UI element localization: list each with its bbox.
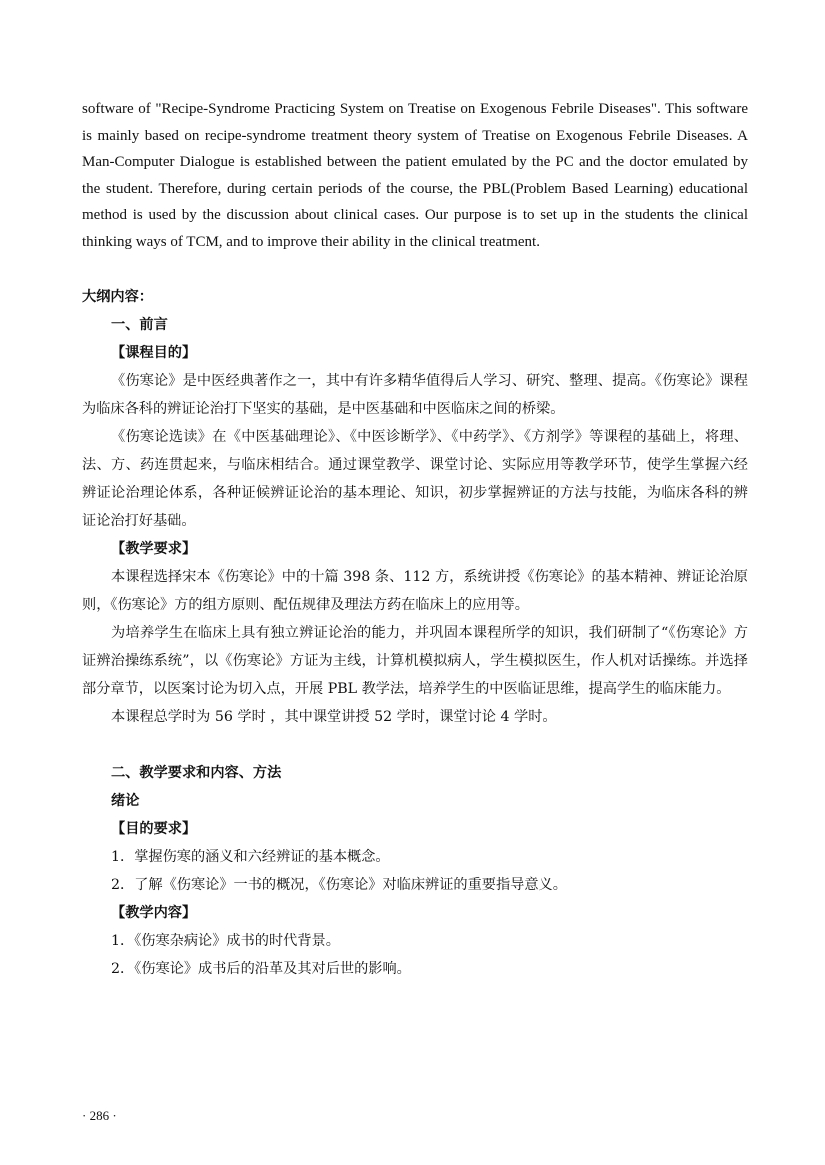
requirements-paragraph-3: 本课程总学时为 56 学时 ，其中课堂讲授 52 学时，课堂讨论 4 学时。	[111, 708, 557, 725]
section2-title: 二、教学要求和内容、方法	[111, 764, 282, 781]
content-item-1: 1．《伤寒杂病论》成书的时代背景。	[111, 932, 340, 949]
outline-title: 大纲内容：	[82, 288, 153, 305]
requirements-paragraph-2: 为培养学生在临床上具有独立辨证论治的能力，并巩固本课程所学的知识，我们研制了“《伤寒论》方证辨治操练系统”，以《伤寒论》方证为主线，计算机模拟病人，学生模拟医生，作人机对话操练。并选择部分章节，以医案讨论为切入点，开展 PBL 教学法，培养学生的中医临证思维，提高学生的临床能力。	[82, 624, 748, 697]
content-heading: 【教学内容】	[111, 904, 197, 921]
english-abstract: software of "Recipe-Syndrome Practicing System on Treatise on Exogenous Febrile Diseases". This software is mainly based on recipe-syndrome treatment theory system of Treatise on Exogenous Febrile Diseases. A Man-Computer Dialogue is established between the patient emulated by the PC and the doctor emulated by the student. Therefore, during certain periods of the course, the PBL(Problem Based Learning) educational method is used by the discussion about clinical cases. Our purpose is to set up in the students the clinical thinking ways of TCM, and to improve their ability in the clinical treatment.	[82, 101, 748, 250]
page-body	[82, 96, 748, 983]
section1-title: 一、前言	[111, 316, 168, 333]
goals-heading: 【目的要求】	[111, 820, 197, 837]
purpose-heading: 【课程目的】	[111, 344, 197, 361]
goal-item-1: 1．掌握伤寒的涵义和六经辨证的基本概念。	[111, 848, 390, 865]
requirements-heading: 【教学要求】	[111, 540, 197, 557]
requirements-paragraph-1: 本课程选择宋本《伤寒论》中的十篇 398 条、112 方，系统讲授《伤寒论》的基本精神、辨证论治原则，《伤寒论》方的组方原则、配伍规律及理法方药在临床上的应用等。	[82, 568, 748, 613]
purpose-paragraph-1: 《伤寒论》是中医经典著作之一，其中有许多精华值得后人学习、研究、整理、提高。《伤寒论》课程为临床各科的辨证论治打下坚实的基础，是中医基础和中医临床之间的桥梁。	[82, 372, 748, 417]
goal-item-2: 2．了解《伤寒论》一书的概况，《伤寒论》对临床辨证的重要指导意义。	[111, 876, 567, 893]
purpose-paragraph-2: 《伤寒论选读》在《中医基础理论》、《中医诊断学》、《中药学》、《方剂学》等课程的基础上，将理、法、方、药连贯起来，与临床相结合。通过课堂教学、课堂讨论、实际应用等教学环节，使学生掌握六经辨证论治理论体系，各种证候辨证论治的基本理论、知识，初步掌握辨证的方法与技能，为临床各科的辨证论治打好基础。	[82, 428, 748, 529]
intro-title: 绪论	[111, 792, 140, 809]
page-number: · 286 ·	[82, 1108, 117, 1123]
content-item-2: 2．《伤寒论》成书后的沿革及其对后世的影响。	[111, 960, 411, 977]
